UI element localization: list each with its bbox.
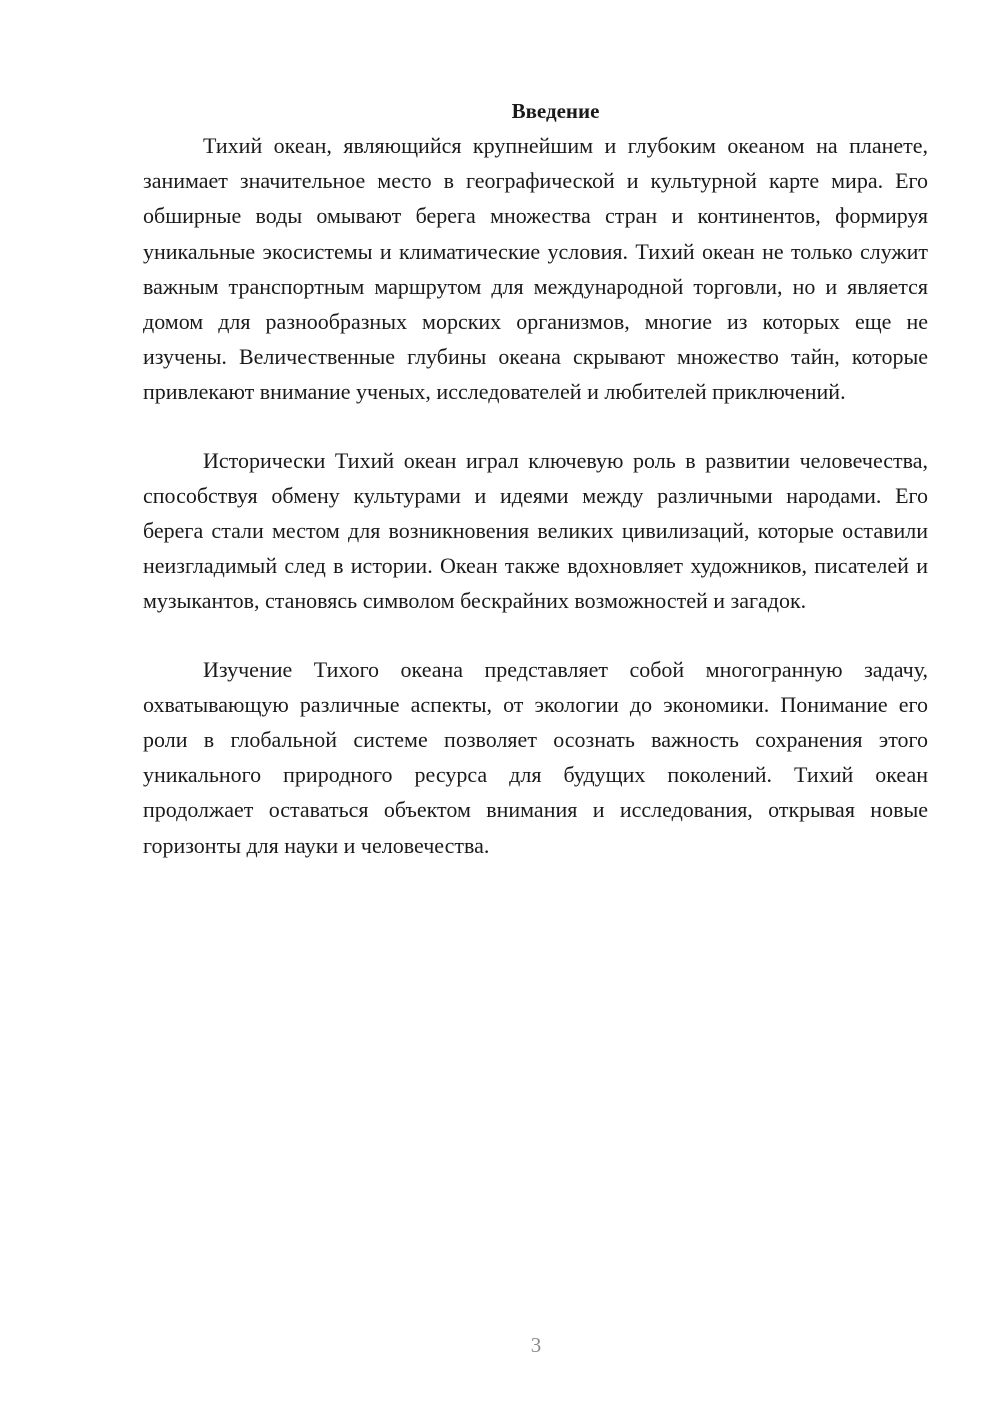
paragraph-3: Изучение Тихого океана представляет собой многогранную задачу, охватывающую различные аспекты, от экологии до экономики. Понимание его роли в глобальной системе позволяет осознать важность сохранения этого уникального природного ресурса для будущих поколений. Тихий океан продолжает оставаться объектом внимания и исследования, открывая новые горизонты для науки и человечества.: [143, 656, 928, 858]
page-content: [143, 94, 928, 863]
section-heading: Введение: [511, 99, 600, 123]
paragraph-1: Тихий океан, являющийся крупнейшим и глубоким океаном на планете, занимает значительное место в географической и культурной карте мира. Его обширные воды омывают берега множества стран и континентов, формируя уникальные экосистемы и климатические условия. Тихий океан не только служит важным транспортным маршрутом для международной торговли, но и является домом для разнообразных морских организмов, многие из которых еще не изучены. Величественные глубины океана скрывают множество тайн, которые привлекают внимание ученых, исследователей и любителей приключений.: [143, 133, 928, 405]
page-number: 3: [530, 1333, 542, 1357]
paragraph-2: Исторически Тихий океан играл ключевую роль в развитии человечества, способствуя обмену культурами и идеями между различными народами. Его берега стали местом для возникновения великих цивилизаций, которые оставили неизгладимый след в истории. Океан также вдохновляет художников, писателей и музыкантов, становясь символом бескрайних возможностей и загадок.: [143, 447, 928, 614]
